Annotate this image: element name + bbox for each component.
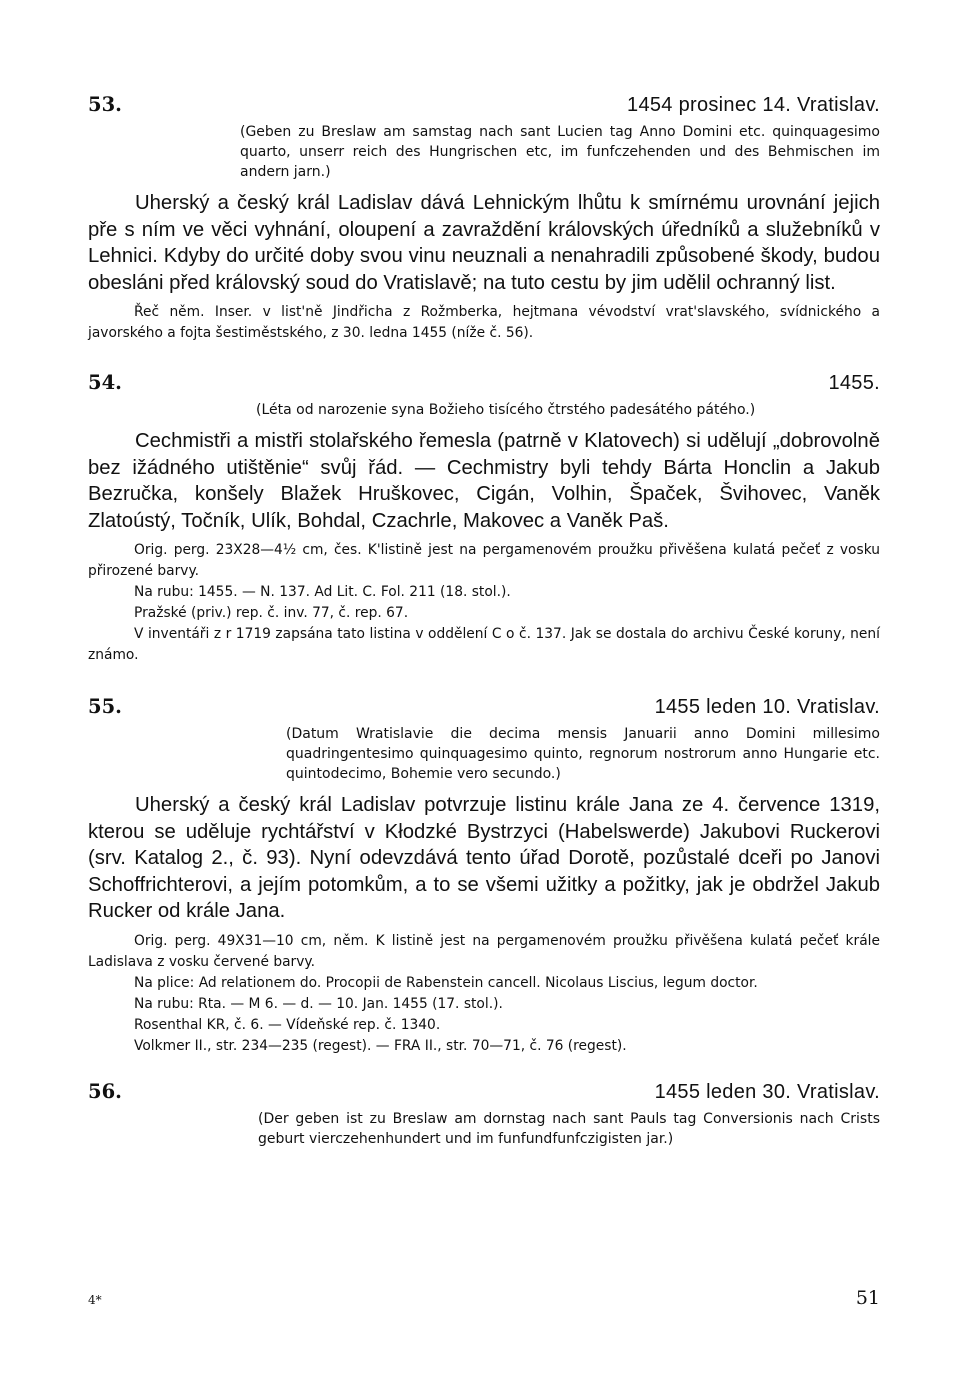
- notes: [88, 302, 880, 344]
- page-footer: [88, 1287, 880, 1309]
- note-line: Orig. perg. 49X31—10 cm, něm. K listině jest na pergamenovém proužku přivěšena kulatá pečeť krále Ladislava z vosku červené barvy.: [88, 932, 880, 970]
- original-quote: (Datum Wratislavie die decima mensis Januarii anno Domini millesimo quadringentesimo quinquagesimo quinto, regnorum nostrorum anno Hungarie etc. quintodecimo, Bohemie vero secundo.): [286, 726, 880, 782]
- original-quote: (Geben zu Breslaw am samstag nach sant Lucien tag Anno Domini etc. quinquagesimo quarto, unserr reich des Hungrischen etc, im funfczehenden und des Behmischen im andern jarn.): [240, 124, 880, 180]
- entry-53: [88, 92, 880, 344]
- entry-56: [88, 1079, 880, 1149]
- note-line: Rosenthal KR, č. 6. — Vídeňské rep. č. 1340.: [134, 1016, 441, 1033]
- note-line: V inventáři z r 1719 zapsána tato listina v oddělení C o č. 137. Jak se dostala do archivu České koruny, není známo.: [88, 626, 880, 663]
- entry-55: [88, 694, 880, 1057]
- note-line: Volkmer II., str. 234—235 (regest). — FRA II., str. 70—71, č. 76 (regest).: [134, 1037, 627, 1054]
- note-line: Řeč něm. Inser. v list'ně Jindřicha z Rožmberka, hejtmana vévodství vrat'slavského, svídnického a javorského a fojta šestiměstského, z 30. ledna 1455 (níže č. 56).: [88, 304, 880, 341]
- original-quote: (Léta od narozenie syna Božieho tisícého čtrstého padesátého pátého.): [256, 402, 756, 418]
- regest-text: Uherský a český král Ladislav dává Lehnickým lhůtu k smírnému urovnání jejich pře s ním ve věci vyhnání, oloupení a zavraždění královských úředníků a služebníků v Lehnici. Kdyby do určité doby svou vinu neuznali a nenahradili způsobené škody, budou obesláni před královský soud do Vratislavě; na tuto cestu by jim udělil ochranný list.: [88, 192, 880, 294]
- note-line: Na plice: Ad relationem do. Procopii de Rabenstein cancell. Nicolaus Liscius, legum doctor.: [134, 974, 758, 991]
- document-page: [88, 92, 880, 1149]
- entry-date: 1455.: [828, 372, 880, 394]
- signature-mark: 4*: [88, 1293, 102, 1307]
- original-quote: (Der geben ist zu Breslaw am dornstag nach sant Pauls tag Conversionis nach Crists geburt vierczehenhundert und im funfundfunfczigisten jar.): [258, 1110, 880, 1147]
- page-number: 51: [855, 1287, 880, 1309]
- notes: [88, 540, 880, 666]
- note-line: Na rubu: 1455. — N. 137. Ad Lit. C. Fol. 211 (18. stol.).: [134, 584, 511, 600]
- entry-number: 54.: [88, 371, 122, 394]
- entry-date: 1455 leden 30. Vratislav.: [654, 1080, 880, 1103]
- entry-heading: [88, 92, 880, 118]
- regest-text: Cechmistři a mistři stolařského řemesla (patrně v Klatovech) si udělují „dobrovolně bez ižádného utištěnie“ svůj řád. — Cechmistry byli tehdy Bárta Honclin a Jakub Bezručka, konšely Blažek Hruškovec, Cigán, Volhin, Špaček, Švihovec, Vaněk Zlatoústý, Točník, Ulík, Bohdal, Czachrle, Makovec a Vaněk Paš.: [88, 430, 880, 532]
- entry-heading: [88, 694, 880, 720]
- notes: [88, 931, 880, 1057]
- entry-date: 1454 prosinec 14. Vratislav.: [627, 94, 880, 116]
- entry-heading: [88, 370, 880, 396]
- entry-number: 55.: [88, 695, 122, 718]
- entry-heading: [88, 1079, 880, 1105]
- entry-number: 56.: [88, 1079, 122, 1103]
- entry-54: [88, 370, 880, 666]
- entry-date: 1455 leden 10. Vratislav.: [654, 696, 880, 718]
- note-line: Na rubu: Rta. — M 6. — d. — 10. Jan. 1455 (17. stol.).: [134, 995, 503, 1012]
- entry-number: 53.: [88, 93, 122, 116]
- note-line: Pražské (priv.) rep. č. inv. 77, č. rep. 67.: [134, 605, 409, 621]
- note-line: Orig. perg. 23X28—4½ cm, čes. K'listině jest na pergamenovém proužku přivěšena kulatá pečeť z vosku přirozené barvy.: [88, 542, 880, 579]
- regest-text: Uherský a český král Ladislav potvrzuje listinu krále Jana ze 4. července 1319, kterou se uděluje rychtářství v Kłodzké Bystrzyci (Habelswerde) Jakubovi Ruckerovi (srv. Katalog 2., č. 93). Nyní odevzdává tento úřad Dorotě, pozůstalé dceři po Janovi Schoffrichterovi, a jejím potomkům, a to se všemi užitky a požitky, jak je obdržel Jakub Rucker od krále Jana.: [88, 794, 880, 922]
